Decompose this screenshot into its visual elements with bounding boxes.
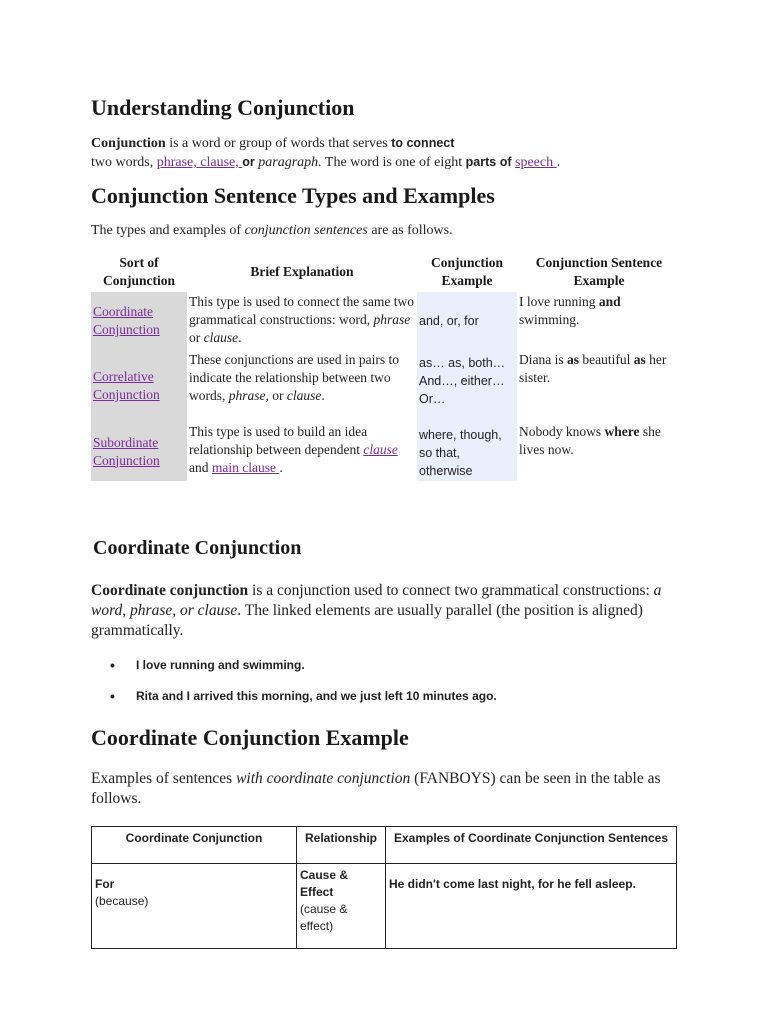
list-item: • I love running and swimming. [110, 656, 497, 674]
table-row [91, 350, 681, 422]
paragraph-text: paragraph. [254, 155, 322, 170]
sent-text: I love running [519, 294, 599, 309]
clause-link-text: clause [363, 442, 398, 457]
exp-text: These conjunctions are used in pairs to indicate the relationship between two words, [189, 352, 399, 403]
rel-sub: (cause & effect) [300, 902, 348, 933]
explanation-cell [187, 422, 417, 481]
intro-paragraph [91, 134, 651, 172]
types-lead-em: conjunction sentences [244, 223, 368, 238]
exp-em: phrase [373, 312, 411, 327]
example-em: with coordinate conjunction [236, 770, 411, 787]
table-header-row [91, 252, 681, 292]
coordinate-examples-table [91, 826, 677, 949]
section-heading-types: Conjunction Sentence Types and Examples [91, 183, 495, 208]
sent-bold: as [633, 352, 646, 367]
sent-text: swimming. [519, 312, 580, 327]
exp-text: This type is used to connect the same two grammatical constructions: word, [189, 294, 414, 327]
rel-text: Cause & Effect [300, 868, 349, 899]
types-lead-paragraph [91, 222, 691, 240]
sentence-cell: He didn't come last night, for he fell asleep. [386, 864, 677, 949]
coordinate-term: Coordinate conjunction [91, 582, 249, 599]
exp-em: clause [203, 330, 239, 345]
exp-em: clause [286, 388, 322, 403]
conj-sub: (because) [95, 894, 149, 908]
coord-example-paragraph [91, 769, 691, 809]
conj-text: For [95, 877, 115, 891]
to-connect-text: to connect [391, 136, 455, 150]
sent-text: Diana is [519, 352, 567, 367]
col-header-sort: Sort of Conjunction [102, 255, 175, 288]
phrase-clause-link[interactable]: phrase, clause, [156, 155, 243, 170]
exp-text: and [189, 460, 212, 475]
relationship-cell [297, 864, 386, 949]
coordinate-text: is a conjunction used to connect two grammatical constructions: [248, 582, 654, 599]
col-header-sentence: Conjunction Sentence Example [535, 255, 663, 288]
intro-text-3: The word is one of eight [321, 155, 466, 170]
exp-em: phrase, [228, 388, 269, 403]
conjunction-cell [92, 864, 297, 949]
col-header-relationship: Relationship [297, 827, 386, 864]
explanation-cell [187, 350, 417, 422]
table-row [91, 422, 681, 481]
example-text: Examples of sentences [91, 770, 237, 787]
sent-bold: and [598, 294, 621, 309]
sort-cell [91, 350, 187, 422]
table-row [91, 292, 681, 350]
intro-text-2: two words, [91, 155, 157, 170]
example-bullet-list [110, 656, 497, 718]
col-header-sentences: Examples of Coordinate Conjunction Sentences [386, 827, 677, 864]
col-header-conjunction: Coordinate Conjunction [92, 827, 297, 864]
col-header-example: Conjunction Example [430, 255, 503, 288]
coordinate-conjunction-link[interactable]: Coordinate Conjunction [93, 304, 160, 337]
types-lead-b: are as follows. [367, 223, 453, 238]
coordinate-paragraph [91, 581, 691, 641]
types-lead-a: The types and examples of [91, 223, 245, 238]
sentence-cell [517, 422, 681, 481]
conjunction-types-table [91, 252, 681, 481]
speech-link[interactable]: speech [515, 155, 557, 170]
exp-text: . [238, 330, 242, 345]
sent-text: her sister. [519, 352, 667, 385]
sentence-cell [517, 292, 681, 350]
example-text-2: (FANBOYS) can be seen in the table as follows. [91, 770, 661, 807]
coordinate-em: a word, phrase, or clause [91, 582, 662, 619]
exp-text: . [279, 460, 283, 475]
table-row [92, 864, 677, 949]
section-heading-coordinate: Coordinate Conjunction [93, 537, 302, 559]
or-text: or [242, 155, 255, 169]
col-header-explanation: Brief Explanation [250, 264, 354, 279]
intro-text: is a word or group of words that serves [165, 136, 392, 151]
parts-of-text: parts of [465, 155, 512, 169]
intro-end: . [556, 155, 561, 170]
sent-text: beautiful [579, 352, 634, 367]
page-title: Understanding Conjunction [91, 95, 355, 120]
exp-text: . [321, 388, 325, 403]
example-cell: as… as, both… And…, either… Or… [417, 350, 517, 422]
explanation-cell [187, 292, 417, 350]
table-header-row [92, 827, 677, 864]
sentence-cell [517, 350, 681, 422]
sent-text: she lives now. [519, 424, 661, 457]
coordinate-text-2: . The linked elements are usually parallel (the position is aligned) grammatically. [91, 602, 643, 639]
example-cell: and, or, for [417, 292, 517, 350]
sent-bold: as [567, 352, 580, 367]
main-clause-link[interactable]: main clause [211, 460, 280, 475]
term-conjunction: Conjunction [91, 136, 166, 151]
sent-text: Nobody knows [519, 424, 605, 439]
sort-cell [91, 422, 187, 481]
sent-bold: where [604, 424, 640, 439]
correlative-conjunction-link[interactable]: Correlative Conjunction [93, 369, 160, 402]
exp-text: This type is used to build an idea relationship between dependent [189, 424, 368, 457]
subordinate-conjunction-link[interactable]: Subordinate Conjunction [93, 434, 160, 468]
section-heading-coord-example: Coordinate Conjunction Example [91, 725, 409, 750]
clause-link[interactable] [363, 442, 398, 457]
sort-cell [91, 292, 187, 350]
exp-text: or [189, 330, 204, 345]
example-cell: where, though, so that, otherwise [417, 422, 517, 481]
list-item: • Rita and I arrived this morning, and we just left 10 minutes ago. [110, 687, 497, 705]
exp-text: or [268, 388, 287, 403]
